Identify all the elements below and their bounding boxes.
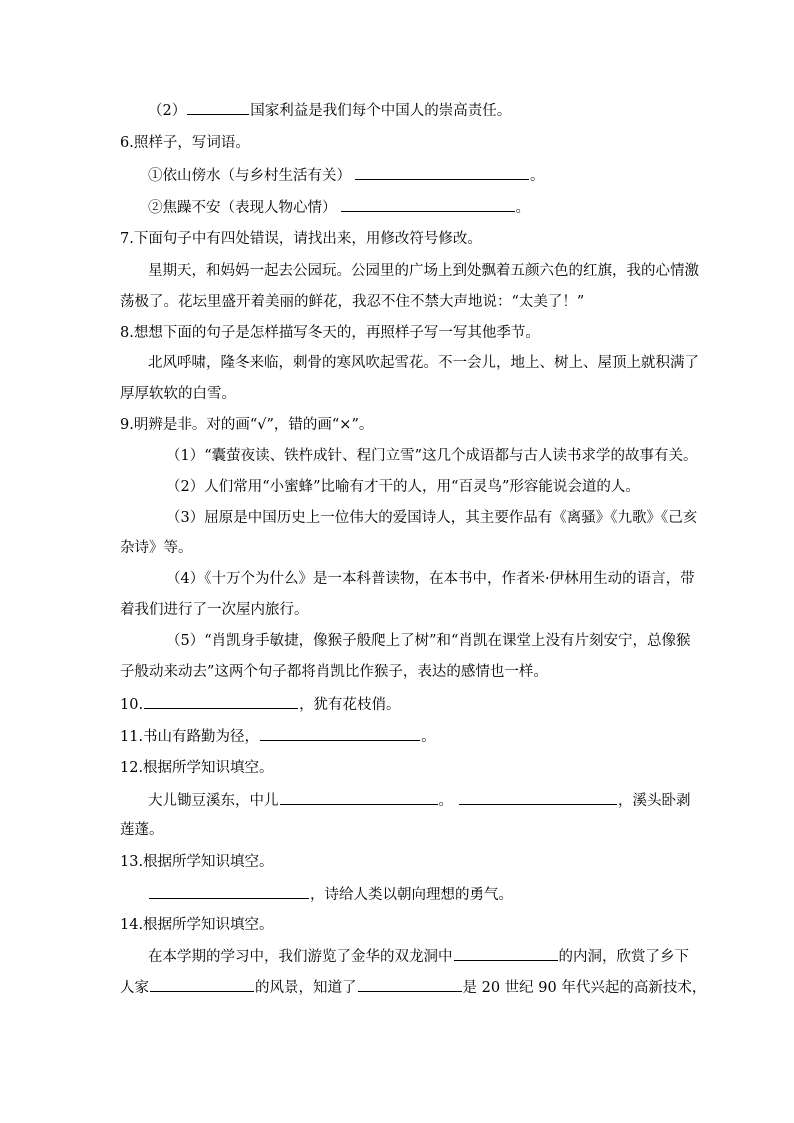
item-text: 。 <box>438 793 453 809</box>
item-text: 国家利益是我们每个中国人的崇高责任。 <box>250 103 512 119</box>
q7-para-line-2: 荡极了。花坛里盛开着美丽的鲜花，我忍不住不禁大声地说：“太美了！” <box>120 294 585 310</box>
q12-title: 12.根据所学知识填空。 <box>120 760 274 776</box>
q11 <box>120 726 680 747</box>
q14-line-1 <box>148 946 708 967</box>
q12-line-2: 莲蓬。 <box>120 822 164 838</box>
answer-blank[interactable] <box>355 165 529 180</box>
q14-title: 14.根据所学知识填空。 <box>120 917 274 933</box>
q9-item-4-line-2: 着我们进行了一次屋内旅行。 <box>120 602 309 618</box>
q14-line-2 <box>120 977 707 998</box>
q13-line <box>148 884 708 905</box>
item-text: ，犹有花枝俏。 <box>299 697 401 713</box>
answer-blank[interactable] <box>358 977 462 992</box>
answer-blank[interactable] <box>260 726 420 741</box>
q9-title: 9.明辨是非。对的画“√”，错的画“×”。 <box>120 417 374 433</box>
q9-item-2: （2）人们常用“小蜜蜂”比喻有才干的人，用“百灵鸟”形容能说会道的人。 <box>166 479 640 495</box>
item-number: 10. <box>120 697 144 713</box>
item-text: 在本学期的学习中，我们游览了金华的双龙洞中 <box>148 949 453 965</box>
q6-item-2 <box>148 197 708 218</box>
answer-blank[interactable] <box>149 884 309 899</box>
item-text: 11.书山有路勤为径， <box>120 729 260 745</box>
q9-item-3-line-1: （3）屈原是中国历史上一位伟大的爱国诗人，其主要作品有《离骚》《九歌》《己亥 <box>166 510 698 526</box>
item-number: （2） <box>148 103 187 119</box>
q12-line-1 <box>148 790 708 811</box>
answer-blank[interactable] <box>454 946 558 961</box>
answer-blank[interactable] <box>144 694 298 709</box>
q9-item-5-line-2: 子般动来动去”这两个句子都将肖凯比作猴子，表达的感情也一样。 <box>120 664 548 680</box>
item-text: 的风景，知道了 <box>255 980 357 996</box>
answer-blank[interactable] <box>280 790 438 805</box>
item-text: 人家 <box>120 980 149 996</box>
q6-item-1 <box>148 165 708 186</box>
answer-blank[interactable] <box>187 100 249 115</box>
item-end: 。 <box>530 168 545 184</box>
item-text: ，诗给人类以朝向理想的勇气。 <box>310 887 513 903</box>
q6-title: 6.照样子，写词语。 <box>120 135 250 151</box>
item-end: 。 <box>515 200 530 216</box>
q5-item-2 <box>148 100 708 121</box>
answer-blank[interactable] <box>459 790 617 805</box>
answer-blank[interactable] <box>341 197 515 212</box>
item-text: 的内洞，欣赏了乡下 <box>558 949 689 965</box>
q10 <box>120 694 680 715</box>
q7-para-line-1: 星期天，和妈妈一起去公园玩。公园里的广场上到处飘着五颜六色的红旗，我的心情激 <box>148 263 699 279</box>
q8-para-line-1: 北风呼啸，隆冬来临，刺骨的寒风吹起雪花。不一会儿，地上、树上、屋顶上就积满了 <box>148 355 699 371</box>
item-text: ②焦躁不安（表现人物心情） <box>148 200 337 216</box>
answer-blank[interactable] <box>150 977 254 992</box>
item-end: 。 <box>421 729 436 745</box>
q7-title: 7.下面句子中有四处错误，请找出来，用修改符号修改。 <box>120 231 482 247</box>
q8-para-line-2: 厚厚软软的白雪。 <box>120 386 236 402</box>
q9-item-4-line-1: （4）《十万个为什么》是一本科普读物，在本书中，作者米·伊林用生动的语言，带 <box>166 571 695 587</box>
q13-title: 13.根据所学知识填空。 <box>120 854 274 870</box>
q9-item-5-line-1: （5）“肖凯身手敏捷，像猴子般爬上了树”和“肖凯在课堂上没有片刻安宁，总像猴 <box>166 633 691 649</box>
item-text: ，溪头卧剥 <box>618 793 691 809</box>
item-text: ①依山傍水（与乡村生活有关） <box>148 168 351 184</box>
item-text: 是 20 世纪 90 年代兴起的高新技术， <box>462 980 707 996</box>
q9-item-1: （1）“囊萤夜读、铁杵成针、程门立雪”这几个成语都与古人读书求学的故事有关。 <box>166 448 698 464</box>
q9-item-3-line-2: 杂诗》等。 <box>120 540 193 556</box>
item-text: 大儿锄豆溪东，中儿 <box>148 793 279 809</box>
q8-title: 8.想想下面的句子是怎样描写冬天的，再照样子写一写其他季节。 <box>120 325 540 341</box>
